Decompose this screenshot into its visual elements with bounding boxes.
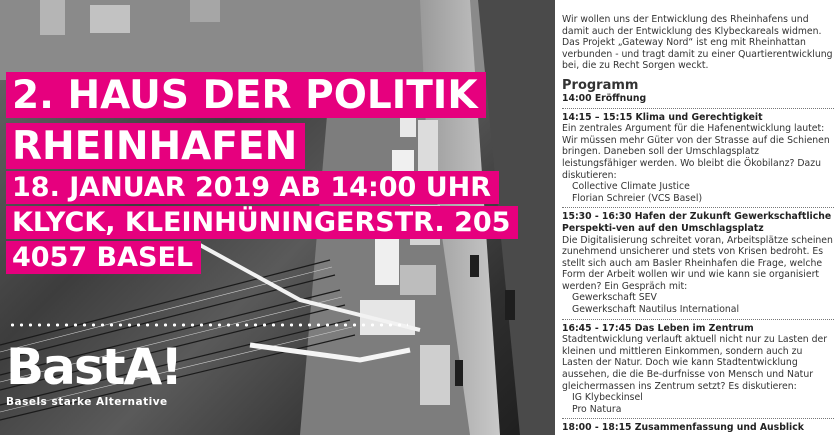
speaker: Gewerkschaft Nautilus International — [572, 304, 740, 316]
program-item-title: 14:00 Eröffnung — [562, 92, 647, 104]
basta-logo — [6, 338, 182, 408]
program-item-title: 16:45 - 17:45 Das Leben im Zentrum — [562, 322, 754, 334]
speaker: Florian Schreier (VCS Basel) — [572, 192, 703, 204]
program-item-text: Die Digitalisierung schreitet voran, Arbeitsplätze scheinen zunehmend unsicherer und stets von Krisen bedroht. Es stellt sich auch am Basler Rheinhafen die Frage, welche Form der Arbeit wollen wir und wie kann sie organisiert werden? Ein Gespräch mit: — [562, 234, 833, 292]
headline-address: KLYCK, KLEINHÜNINGERSTR. 205 — [6, 206, 518, 239]
speaker: Pro Natura — [572, 403, 622, 415]
program-item — [562, 112, 834, 209]
headline-city: 4057 BASEL — [6, 241, 201, 274]
program-item — [562, 323, 834, 420]
program-item-title: 15:30 - 16:30 Hafen der Zukunft Gewerkschaftliche Perspekti-ven auf den Umschlagsplatz — [562, 211, 832, 234]
speaker: Gewerkschaft SEV — [572, 292, 657, 304]
speaker: Collective Climate Justice — [572, 181, 690, 193]
program-item-text: Stadtentwicklung verlauft aktuell nicht nur zu Lasten der kleinen und mittleren Einkommen, sondern auch zu Lasten der Natur. Doch wie kann Stadtentwicklung aussehen, die die Be-durfnisse von Mensch und Natur gleichermassen ins Zentrum setzt? Es diskutieren: — [562, 334, 828, 392]
program-item-title: 18:00 - 18:15 Zusammenfassung und Ausblick — [562, 422, 804, 434]
program-item-text: Ein zentrales Argument für die Hafenentwicklung lautet: Wir müssen mehr Güter von der Strasse auf die Schienen bringen. Daneben soll der Umschlagsplatz leistungsfähiger werden. Wo bleibt die Ökobilanz? Dazu diskutieren: — [562, 123, 830, 181]
program-item — [562, 422, 834, 435]
headline-date: 18. JANUAR 2019 AB 14:00 UHR — [6, 171, 499, 204]
program-item — [562, 211, 834, 319]
intro-text: Wir wollen uns der Entwicklung des Rheinhafens und damit auch der Entwicklung des Klybeckareals widmen. Das Projekt „Gateway Nord“ ist eng mit Rheinhattan verbunden - und tragt damit zu einer Quartierentwicklung bei, die zu Recht Sorgen weckt. — [562, 14, 833, 72]
headline-line-1: 2. HAUS DER POLITIK — [6, 72, 486, 118]
logo-wordmark: BastA! — [6, 338, 182, 396]
headline-line-2: RHEINHAFEN — [6, 123, 305, 169]
logo-tagline: Basels starke Alternative — [6, 396, 168, 408]
speaker: IG Klybeckinsel — [572, 392, 643, 404]
program-column — [562, 14, 834, 435]
program-item — [562, 93, 834, 109]
dotted-divider — [8, 323, 408, 327]
program-item-title: 14:15 – 15:15 Klima und Gerechtigkeit — [562, 111, 763, 123]
program-heading: Programm — [562, 77, 639, 93]
